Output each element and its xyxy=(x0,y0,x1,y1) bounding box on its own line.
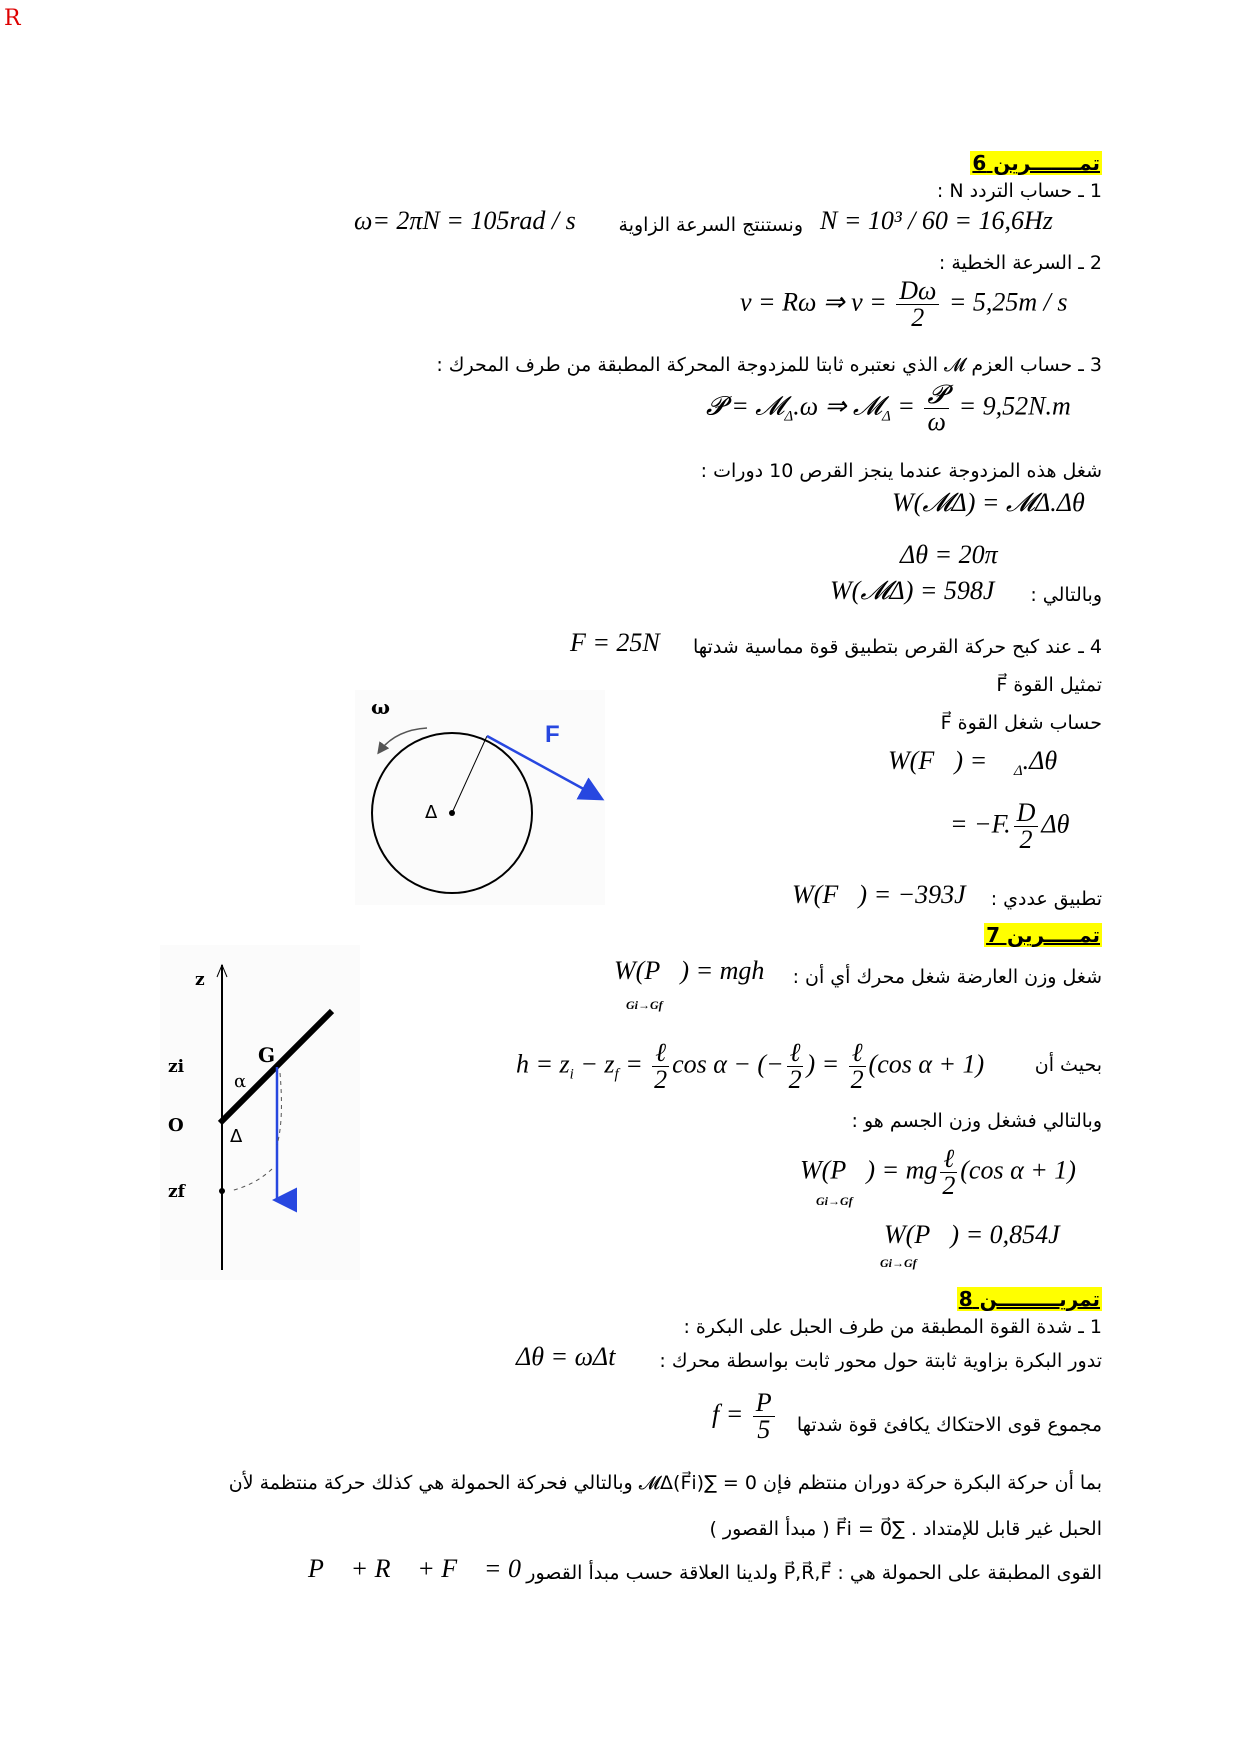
disk-figure xyxy=(355,690,605,905)
force-label: F xyxy=(545,721,560,748)
ex8-l4: الحبل غير قابل للإمتداد . ∑F⃗i = 0⃗ ( مبدأ القصور ) xyxy=(709,1518,1102,1540)
zf-point xyxy=(219,1188,225,1194)
trajectory-arc-2 xyxy=(230,1169,272,1191)
exercise-8-heading xyxy=(957,1286,1102,1313)
ex8-l5: القوى المطبقة على الحمولة هي : P⃗,R⃗,F⃗ ولدينا العلاقة حسب مبدأ القصور xyxy=(526,1562,1102,1584)
rod-figure xyxy=(160,945,360,1280)
ex7-under-1: Gi→Gf xyxy=(626,998,663,1012)
ex7-under-2: Gi→Gf xyxy=(816,1194,853,1208)
ex6-work-eq3: W(𝓜Δ) = 598J xyxy=(830,576,995,605)
g-label: G xyxy=(258,1043,276,1067)
ex7-eq-h: $h = z_i - z_f$ = $\frac{\text{ℓ}}{2}$ cos α − (− $\frac{\text{ℓ}}{2}$ ) = $\frac{\text{ℓ}}{2}$ (cos α + 1) xyxy=(516,1038,985,1094)
ex7-l3: وبالتالي فشغل وزن الجسم هو : xyxy=(851,1110,1102,1132)
disk-diagram xyxy=(355,690,605,905)
ex6-eq-omega: ω= 2πN = 105rad / s xyxy=(354,206,576,235)
ex7-eq-work: W(P⃗) = mg $\frac{\text{ℓ}}{2}$ (cos α + 1) xyxy=(800,1144,1076,1200)
delta-label: Δ xyxy=(230,1126,243,1147)
ex8-q1: 1 ـ شدة القوة المطبقة من طرف الحبل على البكرة : xyxy=(683,1316,1102,1338)
exercise-7-heading xyxy=(984,922,1102,949)
exercise-6-heading xyxy=(970,150,1102,177)
ex7-under-3: Gi→Gf xyxy=(880,1256,917,1270)
ex6-work-eq1: W(𝓜Δ) = 𝓜Δ.Δθ xyxy=(892,488,1085,517)
ex6-num-eq: W(F⃗) = −393J xyxy=(792,880,966,909)
ex6-q4-eq: F = 25N xyxy=(570,628,660,657)
disk-radius xyxy=(452,736,487,813)
ex6-eq-speed: v = Rω ⇒ v = $\frac{D\omega}{2}$ = 5,25m / s xyxy=(740,276,1068,332)
ex8-l3: بما أن حركة البكرة حركة دوران منتظم فإن 0 = ∑𝓜Δ(F⃗i) وبالتالي فحركة الحمولة هي كذلك حركة منتظمة لأن xyxy=(228,1472,1102,1494)
ex8-l5-eq: P⃗ + R⃗ + F⃗ = 0⃗ xyxy=(308,1554,542,1583)
page-marker: R xyxy=(4,6,21,31)
z-label: z xyxy=(195,970,205,990)
ex6-eq-torque: 𝓟 = 𝓜$_\Delta$.ω ⇒ 𝓜$_\Delta$ = $\frac{\text{𝓟}}{\omega}$ = 9,52N.m xyxy=(706,380,1071,436)
ex6-work-eq2: Δθ = 20π xyxy=(900,540,998,569)
zi-label: zi xyxy=(168,1057,185,1077)
ex8-l1: تدور البكرة بزاوية ثابتة حول محور ثابت بواسطة محرك : xyxy=(659,1350,1102,1372)
force-vector xyxy=(487,736,600,798)
exercise-8-title: تمريـــــــــن 8 xyxy=(958,1287,1100,1311)
ex7-l1: شغل وزن العارضة شغل محرك أي أن : xyxy=(792,966,1102,988)
ex7-l1-eq: W(P⃗) = mgh xyxy=(614,956,765,985)
axis-label: Δ xyxy=(425,802,438,823)
exercise-6-title: تمـــــــرين 6 xyxy=(972,151,1100,175)
ex6-num-label: تطبيق عددي : xyxy=(990,888,1102,910)
zf-label: zf xyxy=(168,1182,185,1202)
ex6-eq-wf1: W(F⃗) = 𝓜$_\Delta$.Δθ xyxy=(888,746,1058,779)
rod-diagram xyxy=(160,945,360,1280)
ex6-q3: 3 ـ حساب العزم 𝓜 الذي نعتبره ثابتا للمزدوجة المحركة المطبقة من طرف المحرك : xyxy=(436,354,1102,376)
exercise-7-title: تمـــــرين 7 xyxy=(986,923,1100,947)
ex6-eq-wf2: = −F. $\frac{D}{2}$ Δθ xyxy=(950,798,1070,854)
omega-label: ω xyxy=(371,695,391,719)
ex8-eq-friction: f = $\frac{P}{5}$ xyxy=(712,1390,778,1443)
origin-label: O xyxy=(168,1115,184,1136)
ex7-result: W(P⃗) = 0,854J xyxy=(884,1220,1060,1249)
ex6-work-result-label: وبالتالي : xyxy=(1030,584,1102,606)
ex6-calc-work: حساب شغل القوة F⃗ xyxy=(940,712,1102,734)
ex6-q2: 2 ـ السرعة الخطية : xyxy=(938,252,1102,274)
ex7-l2: بحيث أن xyxy=(1034,1054,1102,1076)
ex6-l1-text: ونستنتج السرعة الزاوية xyxy=(618,214,803,236)
ex6-q4: 4 ـ عند كبح حركة القرص بتطبيق قوة مماسية شدتها xyxy=(693,636,1102,658)
ex6-q1: 1 ـ حساب التردد N : xyxy=(936,180,1102,202)
ex8-l1-eq: Δθ = ωΔt xyxy=(516,1342,616,1371)
ex6-repr-force: تمثيل القوة F⃗ xyxy=(996,674,1102,696)
ex8-l2: مجموع قوى الاحتكاك يكافئ قوة شدتها xyxy=(796,1414,1102,1436)
alpha-label: α xyxy=(234,1071,247,1092)
ex6-work-title: شغل هذه المزدوجة عندما ينجز القرص 10 دورات : xyxy=(700,460,1102,482)
ex6-eq-frequency: N = 10³ / 60 = 16,6Hz xyxy=(820,206,1053,235)
